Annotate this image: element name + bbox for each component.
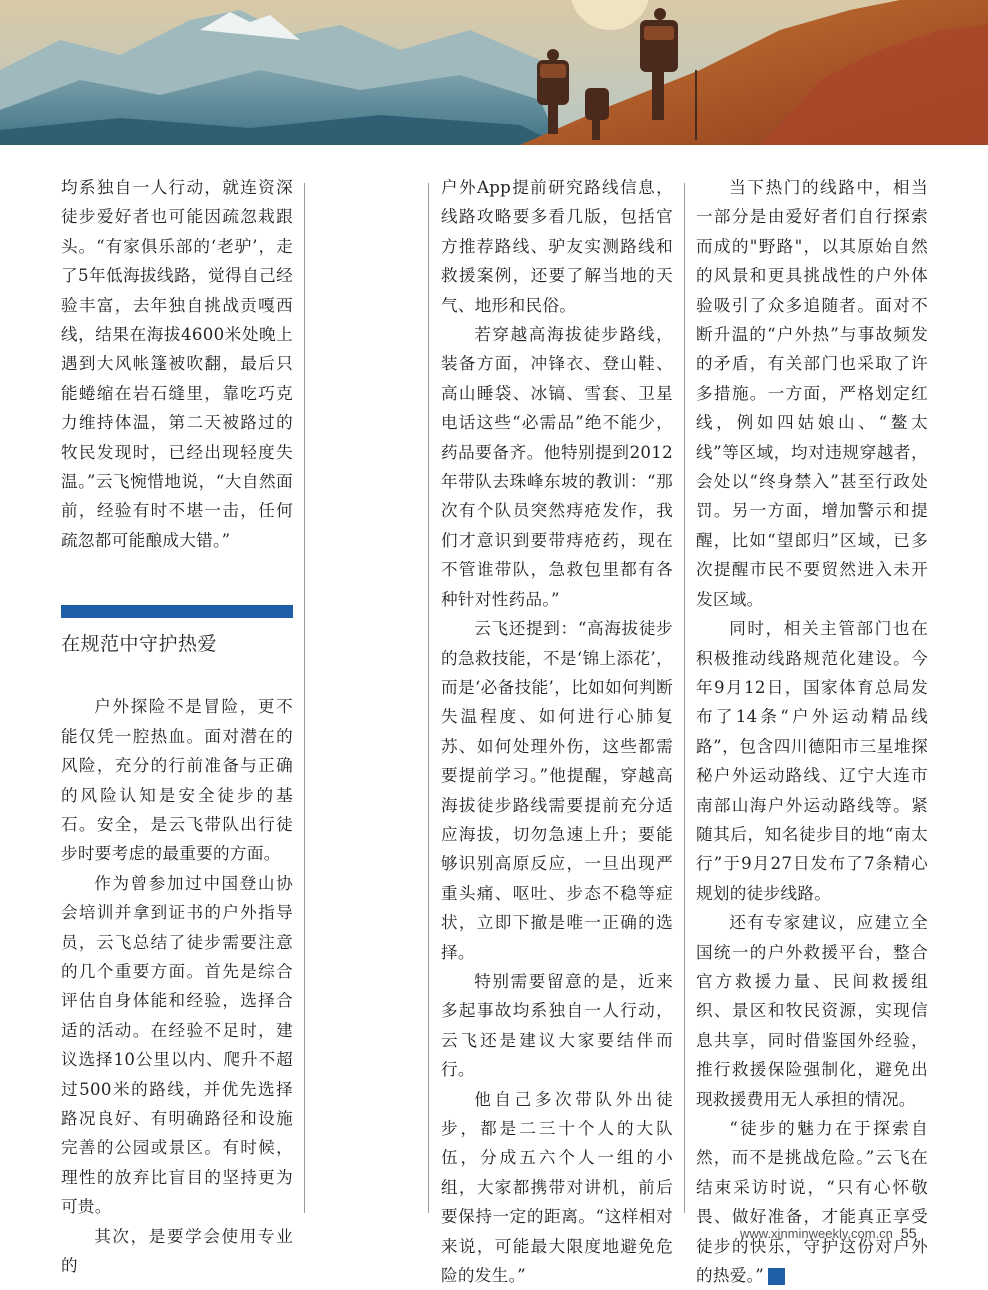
paragraph: 当下热门的线路中，相当一部分是由爱好者们自行探索而成的"野路"，以其原始自然的风景和更具挑战性的户外体验吸引了众多追随者。面对不断升温的“户外热”与事故频发的矛盾，有关部门也采取了许多措施。一方面，严格划定红线，例如四姑娘山、“鳌太线”等区域，均对违规穿越者，会处以“终身禁入”甚至行政处罚。另一方面，增加警示和提醒，比如“望郎归”区域，已多次提醒市民不要贸然进入未开发区域。	[696, 178, 928, 609]
website-url[interactable]: www.xinminweekly.com.cn	[740, 1226, 893, 1241]
paragraph: 还有专家建议，应建立全国统一的户外救援平台，整合官方救援力量、民间救援组织、景区和牧民资源，实现信息共享，同时借鉴国外经验，推行救援保险强制化，避免出现救援费用无人承担的情况。	[696, 913, 928, 1109]
closing-text: “徒步的魅力在于探索自然，而不是挑战危险。”云飞在结束采访时说，“只有心怀敬畏、做好准备，才能真正享受徒步的快乐，守护这份对户外的热爱。”	[696, 1119, 928, 1286]
hero-illustration	[0, 0, 988, 145]
page-footer	[740, 1225, 917, 1241]
paragraph: 他自己多次带队外出徒步，都是二三十个人的大队伍，分成五六个人一组的小组，大家都携带对讲机，前后要保持一定的距离。“这样相对来说，可能最大限度地避免危险的发生。”	[441, 1089, 673, 1286]
section-heading: 在规范中守护热爱	[61, 633, 218, 656]
column-divider	[684, 183, 685, 1213]
column-divider	[304, 183, 305, 1213]
page-number: 55	[900, 1225, 917, 1241]
paragraph: 云飞还提到：“高海拔徒步的急救技能，不是‘锦上添花’，而是‘必备技能’，比如如何判断失温程度、如何进行心肺复苏、如何处理外伤，这些都需要提前学习。”他提醒，穿越高海拔徒步路线需要提前充分适应海拔，切勿急速上升；要能够识别高原反应，一旦出现严重头痛、呕吐、步态不稳等症状，立即下撤是唯一正确的选择。	[441, 619, 673, 962]
column-1	[61, 173, 293, 1280]
paragraph: 若穿越高海拔徒步路线，装备方面，冲锋衣、登山鞋、高山睡袋、冰镐、雪套、卫星电话这些“必需品”绝不能少，药品要备齐。他特别提到2012年带队去珠峰东坡的教训：“那次有个队员突然痔疮发作，我们才意识到要带痔疮药，现在不管谁带队，急救包里都有各种针对性药品。”	[441, 325, 673, 609]
column-3	[696, 173, 928, 1290]
paragraph: 特别需要留意的是，近来多起事故均系独自一人行动，云飞还是建议大家要结伴而行。	[441, 971, 673, 1080]
paragraph: 作为曾参加过中国登山协会培训并拿到证书的户外指导员，云飞总结了徒步需要注意的几个重要方面。首先是综合评估自身体能和经验，选择合适的活动。在经验不足时，建议选择10公里以内、爬升不超过500米的路线，并优先选择路况良好、有明确路径和设施完善的公园或景区。有时候，理性的放弃比盲目的坚持更为可贵。	[61, 873, 293, 1217]
end-mark-logo: 民	[768, 1268, 785, 1285]
paragraph: 户外App提前研究路线信息，线路攻略要多看几版，包括官方推荐路线、驴友实测路线和救援案例，还要了解当地的天气、地形和民俗。	[441, 178, 673, 315]
column-divider	[428, 183, 429, 1213]
paragraph: 其次，是要学会使用专业的	[61, 1226, 293, 1275]
column-2	[441, 173, 673, 1290]
paragraph	[696, 1114, 928, 1290]
section-bar	[61, 605, 293, 618]
paragraph: 户外探险不是冒险，更不能仅凭一腔热血。面对潜在的风险，充分的行前准备与正确的风险认知是安全徒步的基石。安全，是云飞带队出行徒步时要考虑的最重要的方面。	[61, 697, 293, 864]
hiking-scene-image	[0, 0, 988, 145]
paragraph: 同时，相关主管部门也在积极推动线路规范化建设。今年9月12日，国家体育总局发布了14条“户外运动精品线路”，包含四川德阳市三星堆探秘户外运动路线、辽宁大连市南部山海户外运动路线等。紧随其后，知名徒步目的地“南太行”于9月27日发布了7条精心规划的徒步线路。	[696, 619, 928, 903]
paragraph: 均系独自一人行动，就连资深徒步爱好者也可能因疏忽栽跟头。“有家俱乐部的‘老驴’，走了5年低海拔线路，觉得自己经验丰富，去年独自挑战贡嘎西线，结果在海拔4600米处晚上遇到大风帐篷被吹翻，最后只能蜷缩在岩石缝里，靠吃巧克力维持体温，第二天被路过的牧民发现时，已经出现轻度失温。”云飞惋惜地说，“大自然面前，经验有时不堪一击，任何疏忽都可能酿成大错。”	[61, 178, 293, 550]
